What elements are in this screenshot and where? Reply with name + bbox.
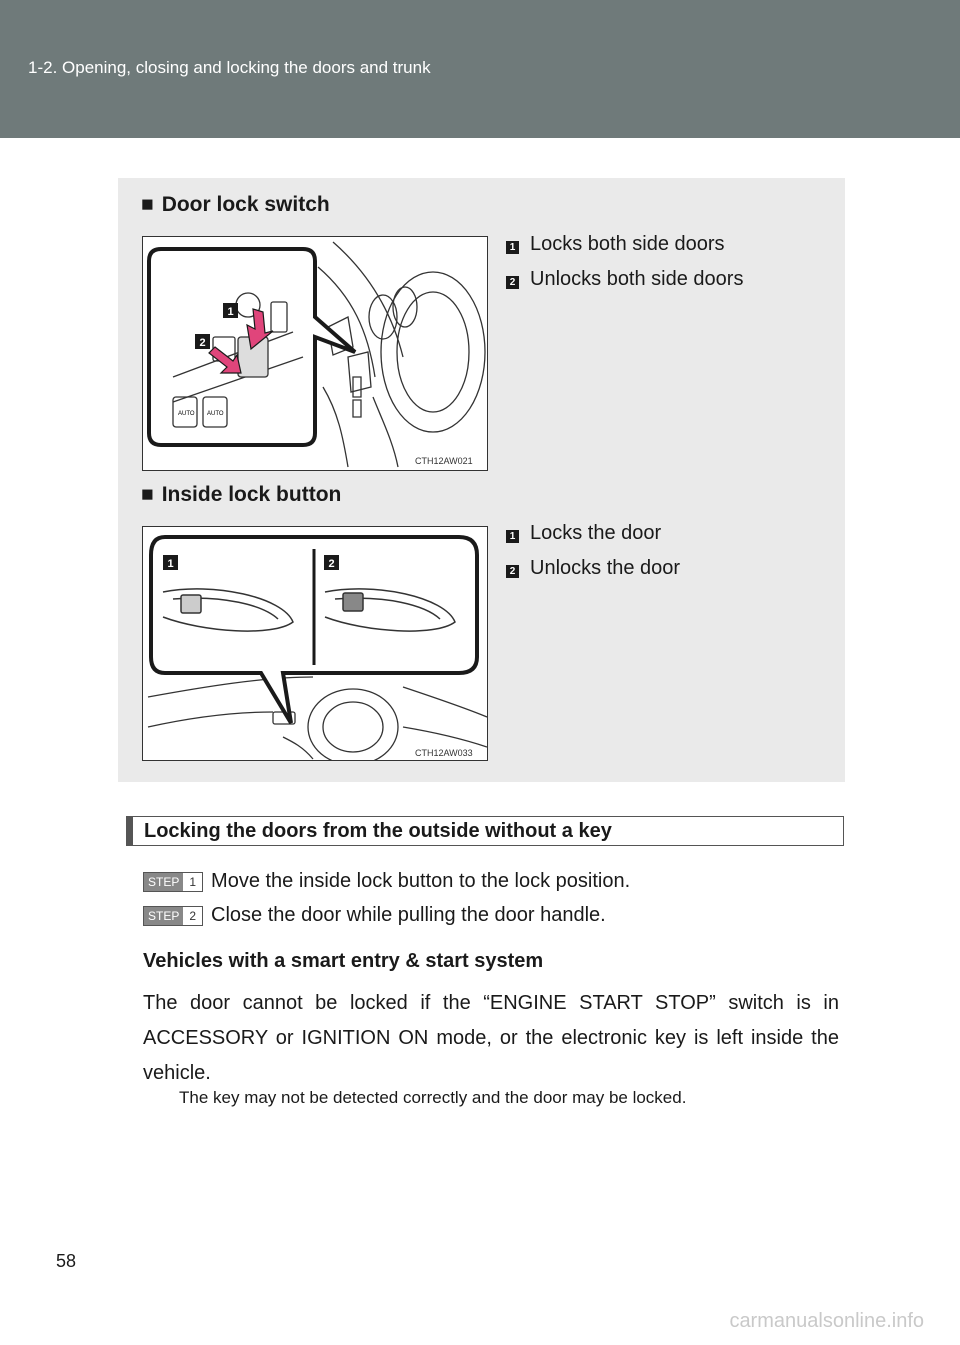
inside-lock-button-figure xyxy=(142,526,488,761)
inside-lock-button-heading: ■ Inside lock button xyxy=(141,483,342,506)
door-lock-switch-heading: ■ Door lock switch xyxy=(141,193,330,216)
number-marker: 2 xyxy=(506,276,519,289)
figure-code: CTH12AW021 xyxy=(415,456,473,466)
square-bullet-icon: ■ xyxy=(141,483,154,506)
callout-1-label: 1 xyxy=(227,306,234,318)
inside-lock-button-illustration xyxy=(143,527,487,760)
step-2 xyxy=(143,904,606,927)
section-title-bar xyxy=(126,816,844,846)
page-number: 58 xyxy=(56,1251,77,1271)
auto-button-label-1: AUTO xyxy=(178,411,195,417)
step-badge: STEP 2 xyxy=(143,906,203,926)
legend-item-unlock-both: 2 Unlocks both side doors xyxy=(506,268,743,291)
smart-entry-subheading: Vehicles with a smart entry & start system xyxy=(143,950,544,972)
number-marker: 1 xyxy=(506,241,519,254)
door-lock-switch-figure xyxy=(142,236,488,471)
legend-item-lock-both: 1 Locks both side doors xyxy=(506,233,725,256)
callout-2-label: 2 xyxy=(199,337,206,349)
page-header xyxy=(0,0,960,138)
door-lock-switch-illustration xyxy=(143,237,487,470)
step-text: Move the inside lock button to the lock position. xyxy=(211,870,631,892)
note-text: The key may not be detected correctly and the door may be locked. xyxy=(179,1088,687,1107)
chapter-title: 1-2. Opening, closing and locking the doors and trunk xyxy=(28,58,431,77)
legend-item-locks-door: 1 Locks the door xyxy=(506,522,661,545)
step-badge: STEP 1 xyxy=(143,872,203,892)
legend-item-unlocks-door: 2 Unlocks the door xyxy=(506,557,680,580)
watermark: carmanualsonline.info xyxy=(729,1310,924,1332)
figure-code: CTH12AW033 xyxy=(415,748,473,758)
callout-2-label: 2 xyxy=(328,558,335,570)
square-bullet-icon: ■ xyxy=(141,193,154,216)
auto-button-label-2: AUTO xyxy=(207,411,224,417)
step-1 xyxy=(143,870,630,893)
number-marker: 2 xyxy=(506,565,519,578)
smart-entry-paragraph: The door cannot be locked if the “ENGINE START STOP” switch is in ACCESSORY or IGNITION ON mode, or the electronic key is left inside the vehicle. xyxy=(143,992,839,1084)
callout-1-label: 1 xyxy=(167,558,174,570)
number-marker: 1 xyxy=(506,530,519,543)
section-title: Locking the doors from the outside without a key xyxy=(144,820,612,842)
step-text: Close the door while pulling the door handle. xyxy=(211,904,606,926)
